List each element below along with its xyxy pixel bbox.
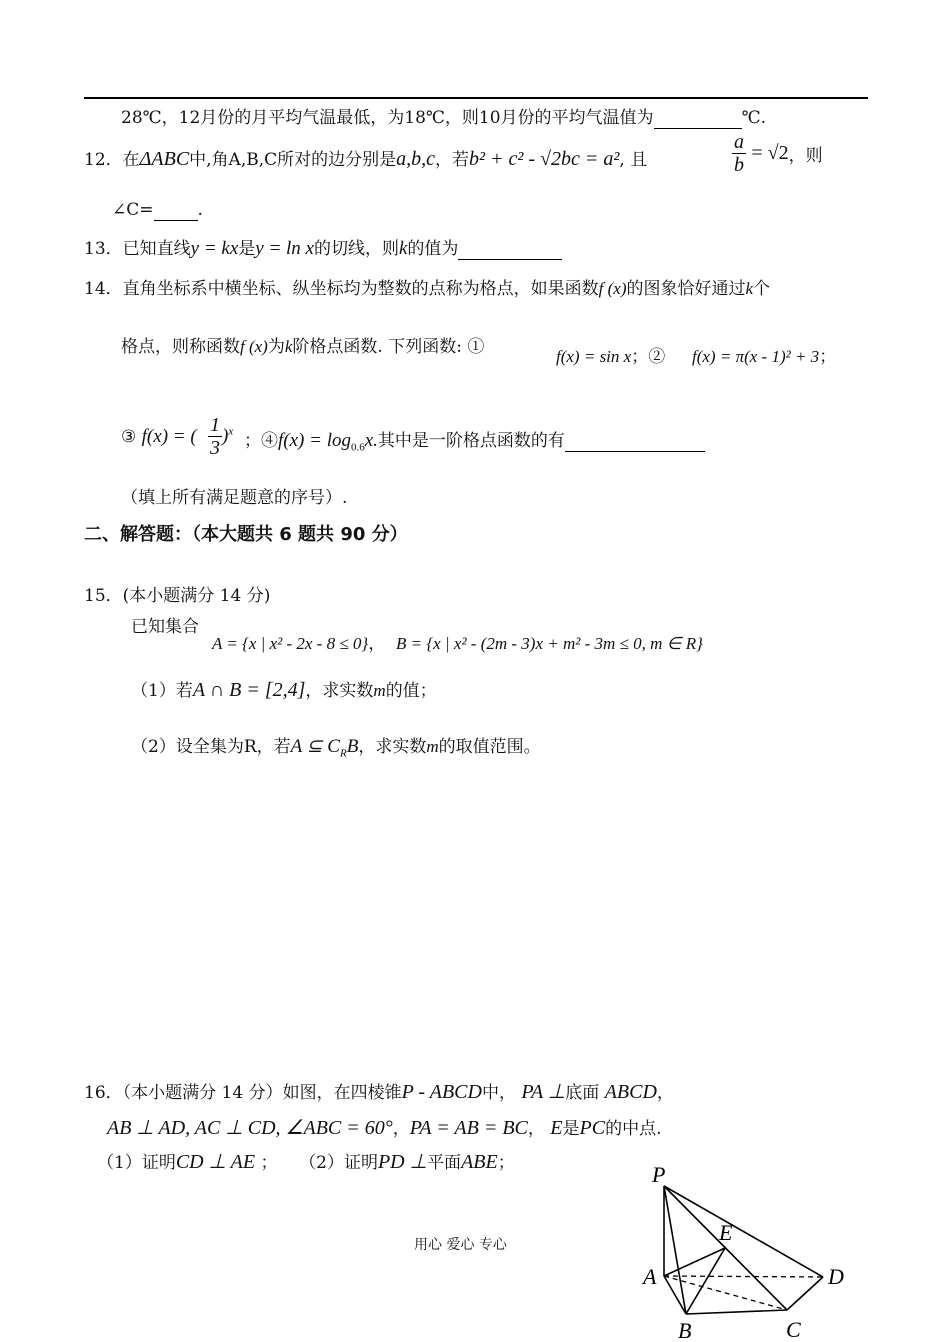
text: 个 [753, 279, 771, 299]
text: 是 [562, 1119, 580, 1139]
k-var: k [745, 279, 754, 298]
text: （填上所有满足题意的序号）. [121, 488, 348, 508]
text: 底面 [565, 1083, 600, 1103]
m-var: m [373, 681, 386, 700]
pyramid: P - ABCD [401, 1081, 482, 1103]
equation: = √2 [751, 142, 789, 164]
text: 在 [122, 150, 140, 170]
numerator: a [734, 131, 744, 153]
circle-4: ；④ [244, 431, 278, 451]
q14-f3-fraction [208, 414, 233, 459]
text: （1）证明 [97, 1153, 176, 1173]
subscript: R [339, 747, 347, 760]
set-A: A = {x | x² - 2x - 8 ≤ 0} [212, 634, 369, 653]
curve-equation: y = ln x [255, 238, 314, 259]
equation: b² + c² - √2bc = a² [469, 148, 620, 170]
fx: f (x) [598, 279, 627, 298]
separator: ；② [631, 347, 666, 367]
question-14-line3 [121, 426, 197, 448]
comma: ， [368, 634, 386, 654]
text: ， [527, 1119, 545, 1139]
answer-blank [154, 200, 198, 221]
text: 阶格点函数. 下列函数: ① [292, 337, 485, 357]
fraction [732, 131, 746, 176]
k-var: k [398, 238, 408, 259]
label-B: B [678, 1318, 692, 1342]
question-14-line4 [121, 483, 347, 508]
text: 的值； [385, 681, 437, 701]
fraction [208, 414, 222, 459]
text: 平面 [427, 1153, 462, 1173]
edge-BC [686, 1310, 787, 1314]
equation: CD ⊥ AE [175, 1151, 256, 1173]
q-number: 12． [84, 150, 123, 170]
text: 16．（本小题满分 14 分）如图，在四棱锥 [84, 1083, 402, 1103]
text: 的取值范围。 [438, 737, 541, 757]
question-14-line1 [84, 274, 770, 299]
text: ，若 [435, 150, 470, 170]
text: 中,角A,B,C所对的边分别是 [189, 150, 397, 170]
text: 的切线，则 [313, 239, 399, 259]
angle-label: ∠C= [112, 200, 154, 220]
text: 的值为 [407, 239, 459, 259]
set-B: B = {x | x² - (2m - 3)x + m² - 3m ≤ 0, m ∈ R} [396, 634, 703, 653]
q14-f4 [244, 426, 705, 453]
plane: ABE [461, 1151, 498, 1173]
text: 格点，则称函数 [121, 337, 240, 357]
q15-given: 已知集合 [131, 617, 199, 637]
function-3: f(x) = ( [141, 426, 197, 447]
unit: ℃. [741, 108, 766, 128]
fx: f (x) [240, 337, 268, 356]
header-rule [84, 97, 868, 99]
label-D: D [828, 1264, 844, 1289]
line-equation: y = kx [190, 238, 239, 259]
text: 其中是一阶格点函数的有 [377, 431, 565, 451]
q12-fraction [732, 131, 823, 176]
k-var: k [284, 337, 293, 356]
text: 为 [267, 337, 285, 357]
footer-text: 用心 爱心 专心 [414, 1237, 507, 1253]
edge-BE [686, 1248, 725, 1314]
denominator: 3 [210, 437, 220, 459]
label-P: P [652, 1162, 666, 1187]
text: ，则 [788, 146, 823, 166]
q15-part1 [131, 676, 437, 702]
log-arg: x. [364, 430, 378, 451]
m-var: m [426, 737, 439, 756]
text: 已知直线 [122, 239, 191, 259]
question-15: 15．(本小题满分 14 分) [84, 586, 271, 606]
label-E: E [719, 1220, 733, 1245]
solid-edges [664, 1186, 823, 1314]
text: ， [656, 1083, 674, 1103]
equation: PD ⊥ [377, 1151, 428, 1173]
text: ，求实数 [358, 737, 427, 757]
text: ，求实数 [305, 681, 374, 701]
edge-AD [664, 1276, 823, 1277]
text: 中， [481, 1083, 516, 1103]
equation: A ⊆ C [290, 736, 340, 757]
denominator: b [734, 154, 744, 176]
function-2: f(x) = π(x - 1)² + 3 [692, 347, 820, 366]
exponent: x [228, 425, 234, 438]
segment-PC: PC [579, 1117, 606, 1139]
question-13 [84, 234, 562, 260]
text: 直角坐标系中横坐标、纵坐标均为整数的点称为格点，如果函数 [122, 279, 599, 299]
text: 是 [238, 239, 256, 259]
q-number: 14． [84, 279, 123, 299]
edge-CD [787, 1277, 823, 1310]
sides: a,b,c [396, 148, 436, 170]
answer-blank [654, 108, 742, 129]
set-B: B [346, 736, 359, 757]
answer-blank [565, 431, 705, 452]
text: 的中点. [605, 1119, 662, 1139]
text: （2）证明 [299, 1153, 378, 1173]
text: ； [260, 1153, 278, 1173]
question-12 [84, 145, 647, 171]
text: 的图象恰好通过 [626, 279, 746, 299]
text: ， [392, 1119, 410, 1139]
question-16-line1 [84, 1078, 674, 1104]
text: , 且 [619, 150, 648, 170]
function-4: f(x) = log [278, 430, 351, 451]
triangle: ΔABC [139, 148, 190, 170]
answer-blank [458, 239, 562, 260]
q-number: 13． [84, 239, 123, 259]
perp: PA ⊥ [521, 1081, 566, 1103]
continuation-text: 28℃，12月份的月平均气温最低，为18℃，则10月份的平均气温值为 [121, 108, 654, 128]
edge-PD [664, 1186, 823, 1277]
q15-sets [212, 629, 703, 654]
circle-3: ③ [121, 427, 137, 447]
text: （2）设全集为R，若 [131, 737, 291, 757]
section-heading: 二、解答题：（本大题共 6 题共 90 分） [84, 524, 408, 545]
continuation-line [121, 103, 766, 129]
q15-part2 [131, 732, 541, 759]
text: ； [497, 1153, 515, 1173]
question-16-line2 [107, 1114, 661, 1140]
pyramid-figure [630, 1160, 870, 1342]
paren: ) [222, 425, 229, 447]
equation: A ∩ B = [2,4] [192, 679, 306, 701]
point-E: E [550, 1117, 563, 1139]
label-C: C [786, 1317, 801, 1342]
log-base: 0.6 [350, 441, 365, 454]
function-1: f(x) = sin x [556, 347, 632, 366]
q14-f2 [692, 342, 836, 367]
q14-f1 [556, 342, 665, 367]
numerator: 1 [210, 414, 220, 436]
separator: ； [819, 347, 837, 367]
base: ABCD [604, 1081, 657, 1103]
hidden-edges [664, 1276, 823, 1310]
question-16-parts [97, 1148, 515, 1174]
conditions: AB ⊥ AD, AC ⊥ CD, ∠ABC = 60° [107, 1117, 393, 1139]
equal-edges: PA = AB = BC [409, 1117, 528, 1139]
label-A: A [643, 1264, 657, 1289]
q12-answer-line [112, 200, 203, 221]
question-14-line2 [121, 332, 484, 357]
period: . [197, 200, 203, 220]
text: （1）若 [131, 681, 193, 701]
